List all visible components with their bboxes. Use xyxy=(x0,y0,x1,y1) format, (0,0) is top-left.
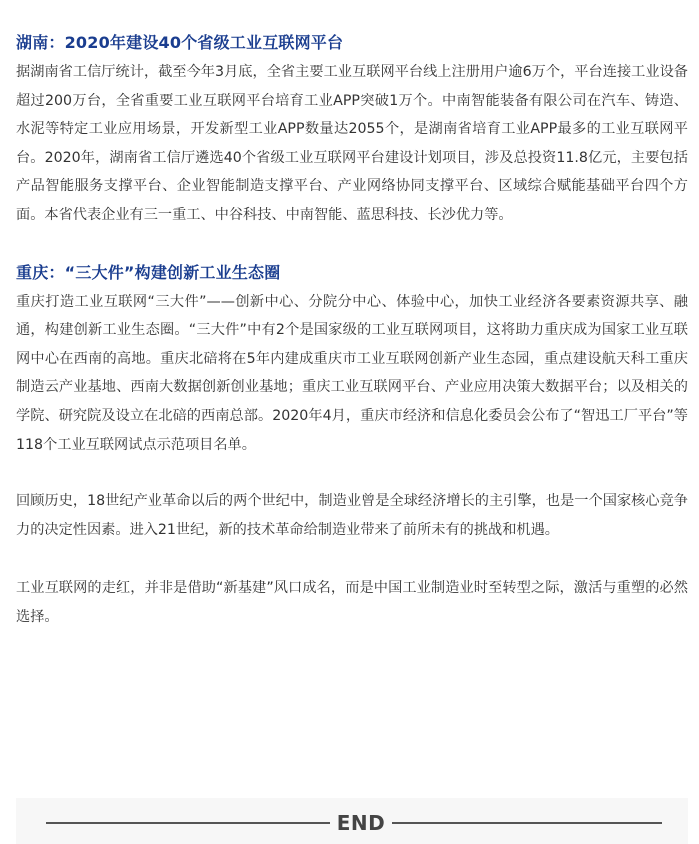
section-heading-chongqing: 重庆：“三大件”构建创新工业生态圈 xyxy=(16,262,281,282)
end-banner xyxy=(16,798,688,844)
spacer xyxy=(16,459,688,487)
end-label: END xyxy=(336,811,386,835)
section-body-chongqing: 重庆打造工业互联网“三大件”——创新中心、分院分中心、体验中心，加快工业经济各要素资源共享、融通，构建创新工业生态圈。“三大件”中有2个是国家级的工业互联网项目，这将助力重庆成为国家工业互联网中心在西南的高地。重庆北碚将在5年内建成重庆市工业互联网创新产业生态园，重点建设航天科工重庆制造云产业基地、西南大数据创新创业基地；重庆工业互联网平台、产业应用决策大数据平台；以及相关的学院、研究院及设立在北碚的西南总部。2020年4月，重庆市经济和信息化委员会公布了“智迅工厂平台”等118个工业互联网试点示范项目名单。 xyxy=(16,293,688,453)
closing-paragraph-conclusion: 工业互联网的走红，并非是借助“新基建”风口成名，而是中国工业制造业时至转型之际，激活与重塑的必然选择。 xyxy=(16,580,688,625)
end-divider-right xyxy=(392,822,662,824)
section-heading-hunan: 湖南：2020年建设40个省级工业互联网平台 xyxy=(16,33,344,52)
end-divider-left xyxy=(46,822,330,824)
spacer xyxy=(16,230,688,258)
section-body-hunan: 据湖南省工信厅统计，截至今年3月底，全省主要工业互联网平台线上注册用户逾6万个，平台连接工业设备超过200万台，全省重要工业互联网平台培育工业APP突破1万个。中南智能装备有限公司在汽车、铸造、水泥等特定工业应用场景，开发新型工业APP数量达2055个，是湖南省培育工业APP最多的工业互联网平台。2020年，湖南省工信厅遴选40个省级工业互联网平台建设计划项目，涉及总投资11.8亿元，主要包括产品智能服务支撑平台、企业智能制造支撑平台、产业网络协同支撑平台、区域综合赋能基础平台四个方面。本省代表企业有三一重工、中谷科技、中南智能、蓝思科技、长沙优力等。 xyxy=(16,64,688,223)
spacer xyxy=(16,544,688,574)
closing-paragraph-history: 回顾历史，18世纪产业革命以后的两个世纪中，制造业曾是全球经济增长的主引擎，也是一个国家核心竞争力的决定性因素。进入21世纪，新的技术革命给制造业带来了前所未有的挑战和机遇。 xyxy=(16,493,688,538)
article xyxy=(16,28,688,632)
